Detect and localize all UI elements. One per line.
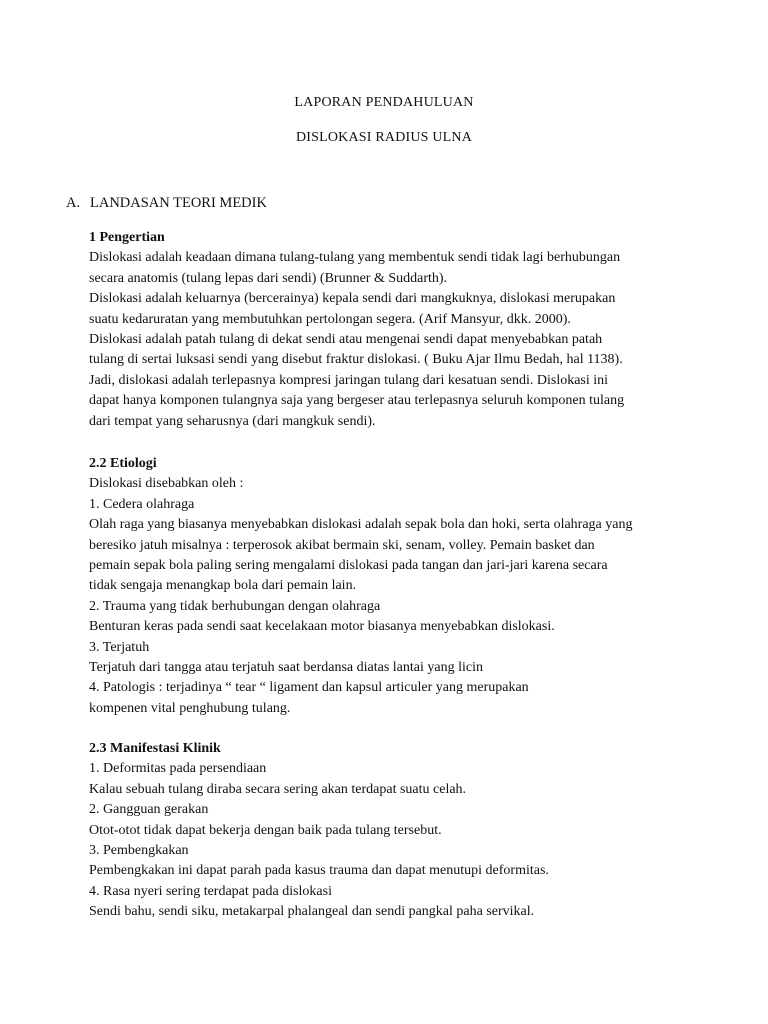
paragraph-line: Dislokasi adalah keluarnya (bercerainya) kepala sendi dari mangkuknya, dislokasi merupakan <box>89 291 616 307</box>
paragraph-line: Jadi, dislokasi adalah terlepasnya kompresi jaringan tulang dari kesatuan sendi. Dislokasi ini <box>89 372 609 388</box>
paragraph-line: Dislokasi adalah keadaan dimana tulang-tulang yang membentuk sendi tidak lagi berhubungan <box>89 250 621 266</box>
paragraph-line: Dislokasi disebabkan oleh : <box>89 476 244 492</box>
section-heading-text: LANDASAN TEORI MEDIK <box>90 195 267 211</box>
list-item: 2. Trauma yang tidak berhubungan dengan olahraga <box>89 598 381 614</box>
paragraph-line: pemain sepak bola paling sering mengalami dislokasi pada tangan dan jari-jari karena secara <box>89 558 608 574</box>
list-item: 2. Gangguan gerakan <box>89 802 209 818</box>
pengertian-section <box>89 228 689 432</box>
pengertian-heading: 1 Pengertian <box>89 230 165 245</box>
etiologi-section <box>89 454 689 719</box>
document-subtitle: DISLOKASI RADIUS ULNA <box>295 130 473 145</box>
paragraph-line: tidak sengaja menangkap bola dari pemain lain. <box>89 578 357 594</box>
manifestasi-section <box>89 739 689 923</box>
paragraph-line: Otot-otot tidak dapat bekerja dengan baik pada tulang tersebut. <box>89 822 442 838</box>
list-item: 1. Cedera olahraga <box>89 496 195 512</box>
paragraph-line: Sendi bahu, sendi siku, metakarpal phalangeal dan sendi pangkal paha servikal. <box>89 904 535 920</box>
paragraph-line: Kalau sebuah tulang diraba secara sering akan terdapat suatu celah. <box>89 781 467 797</box>
paragraph-line: beresiko jatuh misalnya : terperosok akibat bermain ski, senam, volley. Pemain basket dan <box>89 537 595 553</box>
list-item: 3. Terjatuh <box>89 639 150 655</box>
paragraph-line: Olah raga yang biasanya menyebabkan dislokasi adalah sepak bola dan hoki, serta olahraga yang <box>89 517 633 533</box>
manifestasi-heading: 2.3 Manifestasi Klinik <box>89 741 221 756</box>
paragraph-line: secara anatomis (tulang lepas dari sendi) (Brunner & Suddarth). <box>89 270 448 286</box>
paragraph-line: Terjatuh dari tangga atau terjatuh saat berdansa diatas lantai yang licin <box>89 660 483 676</box>
paragraph-line: Benturan keras pada sendi saat kecelakaan motor biasanya menyebabkan dislokasi. <box>89 619 555 635</box>
paragraph-line: tulang di sertai luksasi sendi yang disebut fraktur dislokasi. ( Buku Ajar Ilmu Bedah, hal 1138). <box>89 352 623 368</box>
paragraph-line: suatu kedaruratan yang membutuhkan pertolongan segera. (Arif Mansyur, dkk. 2000). <box>89 311 571 327</box>
paragraph-line: Dislokasi adalah patah tulang di dekat sendi atau mengenai sendi dapat menyebabkan patah <box>89 332 603 348</box>
paragraph-line: kompenen vital penghubung tulang. <box>89 700 291 716</box>
paragraph-line: dapat hanya komponen tulangnya saja yang bergeser atau terlepasnya seluruh komponen tulang <box>89 393 625 409</box>
list-item: 4. Patologis : terjadinya “ tear “ ligament dan kapsul articuler yang merupakan <box>89 680 529 696</box>
document-title: LAPORAN PENDAHULUAN <box>294 95 474 110</box>
section-heading <box>66 195 267 212</box>
list-item: 4. Rasa nyeri sering terdapat pada dislokasi <box>89 883 332 899</box>
paragraph-line: dari tempat yang seharusnya (dari mangkuk sendi). <box>89 413 376 429</box>
etiologi-heading: 2.2 Etiologi <box>89 456 157 471</box>
section-letter: A. <box>66 195 81 211</box>
list-item: 3. Pembengkakan <box>89 843 189 859</box>
list-item: 1. Deformitas pada persendiaan <box>89 761 267 777</box>
paragraph-line: Pembengkakan ini dapat parah pada kasus trauma dan dapat menutupi deformitas. <box>89 863 549 879</box>
